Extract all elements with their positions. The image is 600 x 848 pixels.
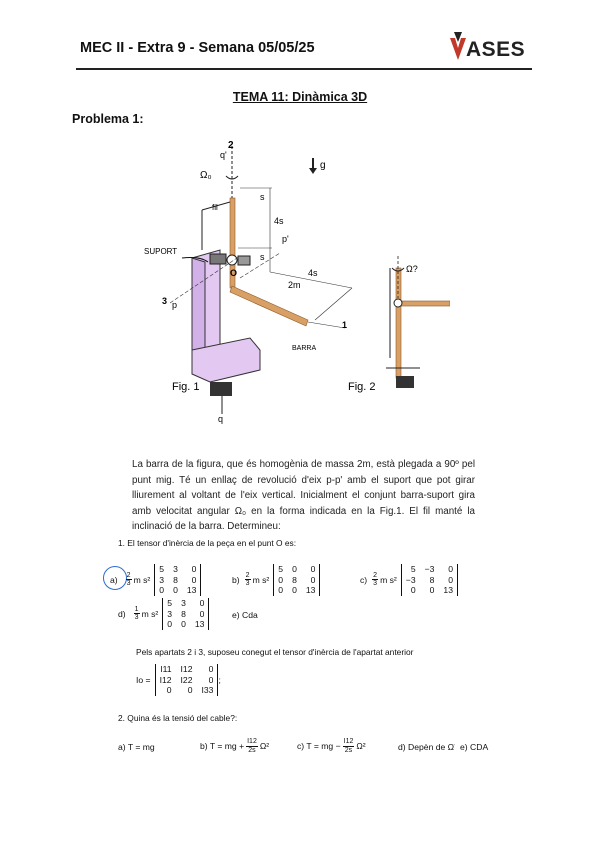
q1-c-matrix: 5 −3 0 −3 8 0 0 0 13 [401,564,458,596]
fig-label-s-top: s [260,192,265,202]
fig-label-4s-vert: 4s [274,216,284,226]
fig-label-barra: BARRA [292,345,317,352]
question-2: 2. Quina és la tensió del cable?: [118,713,238,723]
fig-label-suport: SUPORT [144,247,178,256]
fig-label-p: p [172,300,178,310]
fig-label-fil: fil [212,203,218,212]
logo-text: ASES [466,38,526,61]
q1-option-a[interactable]: a) $\frac{2}{3}$ m s² 5 3 0 3 8 0 0 0 13 [110,564,201,596]
fig-label-o: O [230,268,238,278]
topic-title: TEMA 11: Dinàmica 3D [232,90,368,104]
fig-label-three: 3 [162,296,168,306]
fig-label-p-prime: p' [282,234,289,244]
fig-label-s-mid: s [260,252,265,262]
fig-label-q: q [218,414,224,424]
io-matrix: I11 I12 0 I12 I22 0 0 0 I33 [155,664,219,696]
q1-option-c[interactable]: c) $\frac{2}{3}$ m s² 5 −3 0 −3 8 0 0 0 13 [360,564,458,596]
q1-option-b[interactable]: b) $\frac{2}{3}$ m s² 5 0 0 0 8 0 0 0 13 [232,564,320,596]
q2-option-c[interactable]: c) T = mg − $\frac{I12}{2s}$ Ω² [297,738,366,754]
question-1: 1. El tensor d'inèrcia de la peça en el punt O es: [118,538,297,548]
q1-d-matrix: 5 3 0 3 8 0 0 0 13 [162,598,209,630]
q1-option-e[interactable]: e) Cda [232,610,258,620]
fig-label-q-prime: q' [220,150,227,160]
fig-label-2m: 2m [288,280,301,290]
fig-label-axis2: 2 [228,140,234,151]
fig-label-4s-horiz: 4s [308,268,318,278]
q2-option-e[interactable]: e) CDA [460,742,489,752]
problem-statement: La barra de la figura, que és homogènia de massa 2m, està plegada a 90º pel punt mig. Té un enllaç de revolució d'eix p-p' amb el suport que pot girar lliurement al voltant de l'eix vertical. Inicialment el conjunt barra-suport gira amb velocitat angular Ω₀ en la forma indicada en la Fig.1. El fil manté la inclinació de la barra. Determineu: [132,459,475,533]
q1-b-matrix: 5 0 0 0 8 0 0 0 13 [273,564,320,596]
fig-label-g: g [320,160,326,171]
fig1-label: Fig. 1 [172,381,200,393]
page-header-title: MEC II - Extra 9 - Semana 05/05/25 [80,40,315,56]
header-divider [76,68,532,70]
fig2-label: Fig. 2 [348,381,376,393]
q2-option-d[interactable]: d) Depèn de Ω̇ [398,742,455,752]
fig-label-omega-q: Ω? [406,264,418,274]
inertia-tensor-definition: Io = I11 I12 0 I12 I22 0 0 0 I33 ; [136,664,221,695]
problem-label: Problema 1: [72,112,144,126]
q1-option-d[interactable]: d) $\frac{1}{3}$ m s² 5 3 0 3 8 0 0 0 13 [118,598,209,630]
q2-option-b[interactable]: b) T = mg + $\frac{I12}{2s}$ Ω² [200,738,270,754]
fig-label-one: 1 [342,320,348,330]
note-text: Pels apartats 2 i 3, suposeu conegut el tensor d'inèrcia de l'apartat anterior [136,647,414,657]
q1-a-matrix: 5 3 0 3 8 0 0 0 13 [154,564,201,596]
fig-label-omega0: Ω₀ [200,170,212,181]
q2-option-a[interactable]: a) T = mg [118,742,155,752]
mechanism-figure [130,138,450,428]
